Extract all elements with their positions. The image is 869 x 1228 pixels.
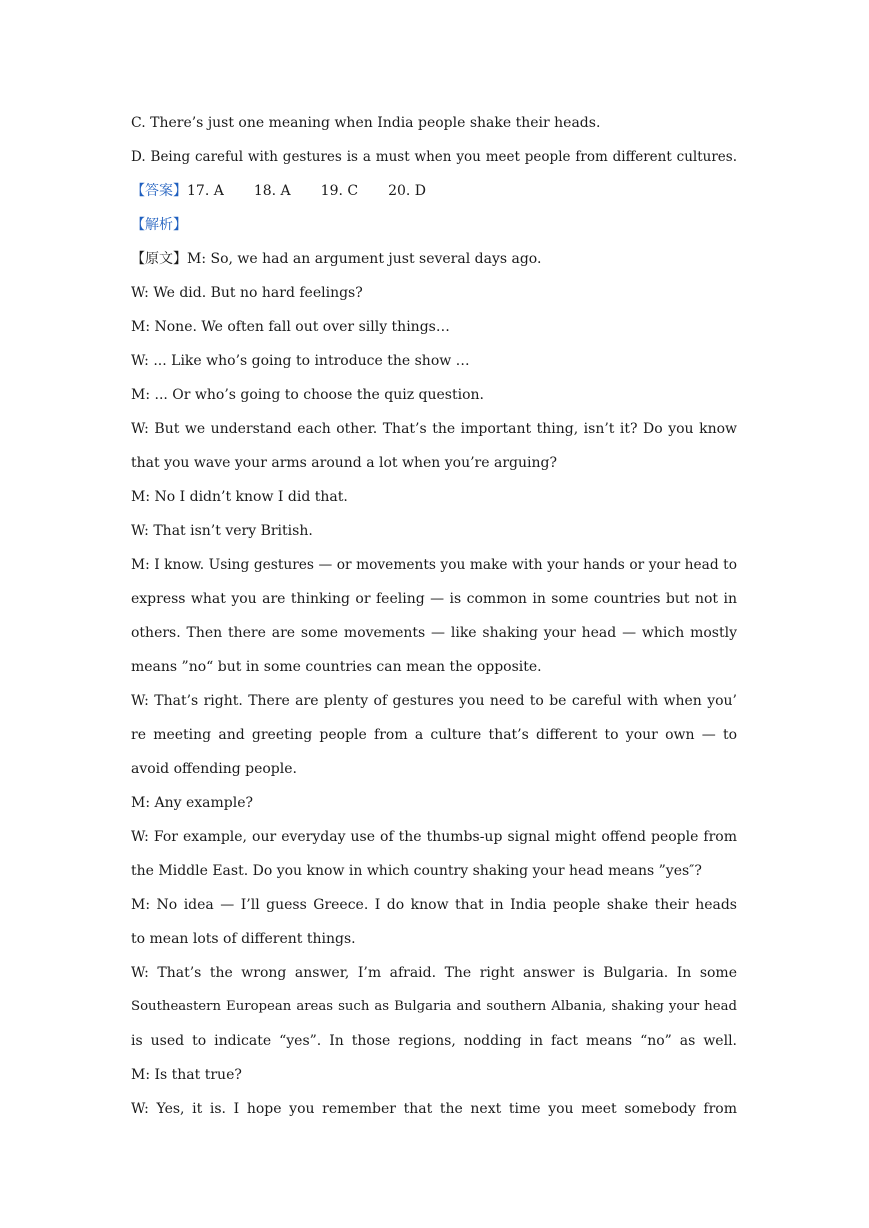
transcript-line: that you wave your arms around a lot when you’re arguing? (131, 455, 557, 471)
transcript-line: M: No I didn’t know I did that. (131, 489, 348, 505)
transcript-line: means ”no“ but in some countries can mean the opposite. (131, 659, 542, 675)
answer-item: 17. A (187, 183, 224, 199)
transcript-line: others. Then there are some movements — like shaking your head — which mostly (131, 625, 737, 641)
answer-item: 19. C (320, 183, 359, 199)
transcript-line: W: Yes, it is. I hope you remember that the next time you meet somebody from (131, 1101, 737, 1117)
answer-line (131, 174, 737, 208)
transcript-line: M: None. We often fall out over silly things… (131, 319, 450, 335)
answer-item: 18. A (253, 183, 291, 199)
transcript-line: M: Any example? (131, 795, 254, 811)
option-c: C. There’s just one meaning when India people shake their heads. (131, 115, 601, 131)
transcript-line: re meeting and greeting people from a culture that’s different to your own — to (131, 727, 737, 743)
transcript-line: W: But we understand each other. That’s the important thing, isn’t it? Do you know (131, 421, 737, 437)
transcript-line: W: For example, our everyday use of the thumbs-up signal might offend people from (131, 829, 737, 845)
transcript-line: M: Is that true? (131, 1067, 242, 1083)
option-d: D. Being careful with gestures is a must when you meet people from different cultures. (131, 149, 737, 165)
answer-tag: 【答案】 (131, 183, 187, 199)
document-page (131, 106, 737, 1126)
transcript-line: avoid offending people. (131, 761, 297, 777)
transcript-line: the Middle East. Do you know in which country shaking your head means ”yes″? (131, 863, 702, 879)
transcript-text: M: So, we had an argument just several days ago. (187, 251, 542, 267)
transcript-line: W: We did. But no hard feelings? (131, 285, 363, 301)
answer-item: 20. D (388, 183, 427, 199)
transcript-line: M: ... Or who’s going to choose the quiz question. (131, 387, 484, 403)
transcript-tag: 【原文】 (131, 251, 187, 267)
transcript-line: M: I know. Using gestures — or movements you make with your hands or your head to (131, 557, 737, 573)
transcript-line: Southeastern European areas such as Bulgaria and southern Albania, shaking your head (131, 999, 737, 1014)
analysis-tag: 【解析】 (131, 217, 187, 233)
transcript-line: W: That’s right. There are plenty of gestures you need to be careful with when you’ (131, 693, 737, 709)
transcript-line: is used to indicate “yes”. In those regions, nodding in fact means “no” as well. (131, 1033, 737, 1049)
transcript-line: express what you are thinking or feeling — is common in some countries but not in (131, 591, 737, 607)
transcript-line: to mean lots of different things. (131, 931, 356, 947)
transcript-line: M: No idea — I’ll guess Greece. I do know that in India people shake their heads (131, 897, 737, 913)
analysis-heading (131, 208, 737, 242)
transcript-line: W: ... Like who’s going to introduce the show … (131, 353, 470, 369)
transcript-line (131, 242, 737, 276)
transcript-line: W: That isn’t very British. (131, 523, 313, 539)
transcript-line: W: That’s the wrong answer, I’m afraid. The right answer is Bulgaria. In some (131, 965, 737, 981)
